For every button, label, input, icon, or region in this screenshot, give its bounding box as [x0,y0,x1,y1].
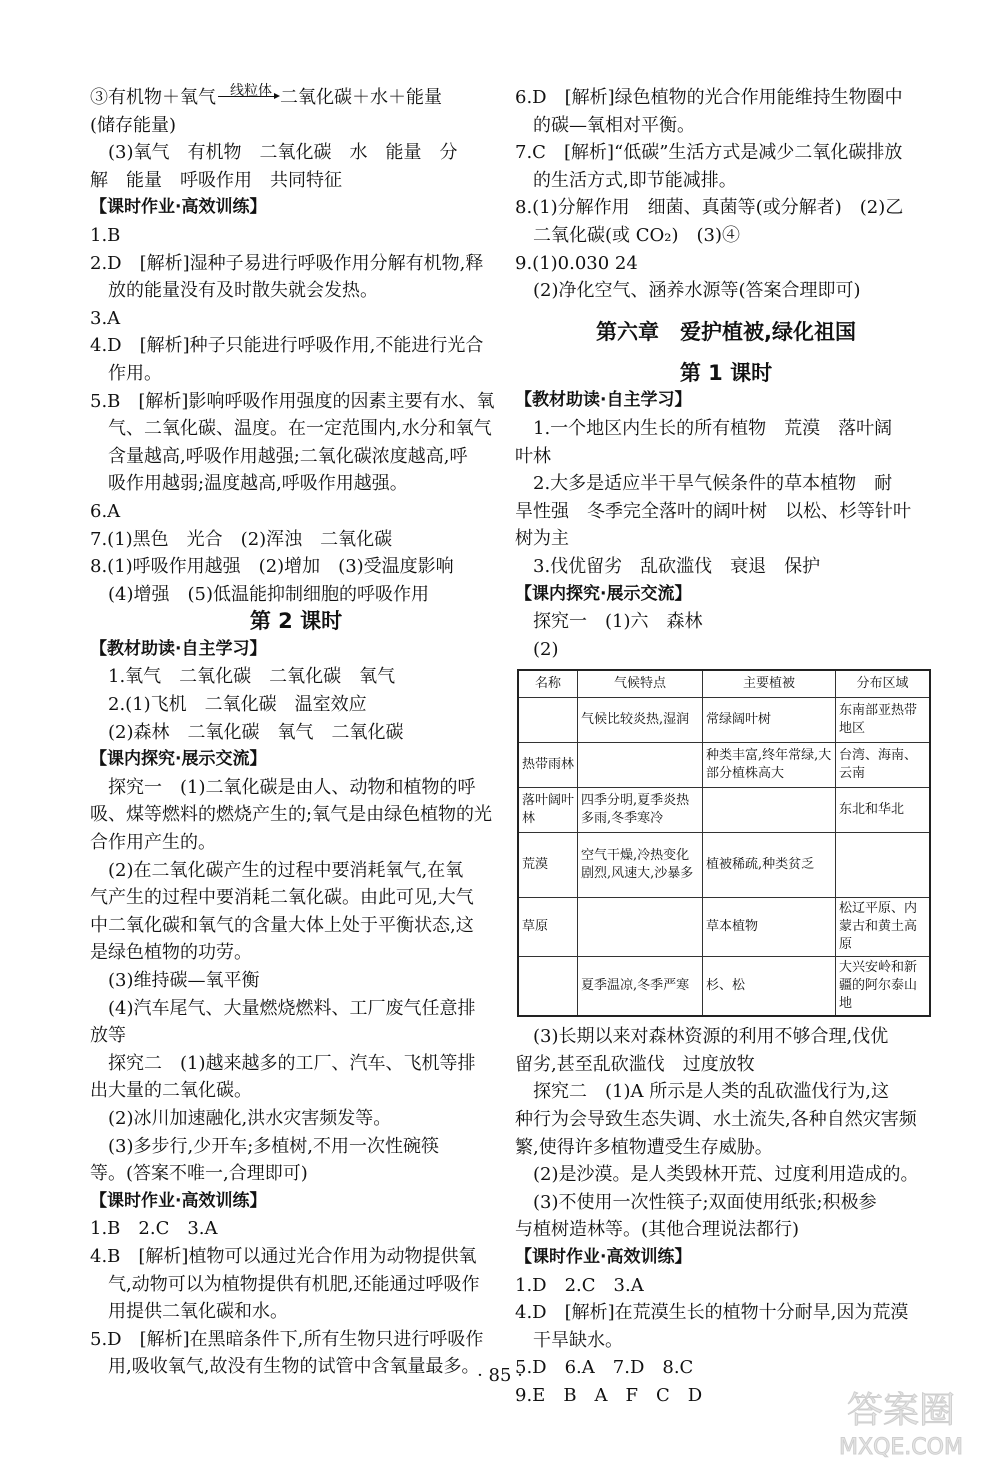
table-cell [836,833,931,898]
text-line: 解 能量 呼吸作用 共同特征 [90,169,342,191]
section-heading: 【教材助读·自主学习】 [515,390,692,411]
table-row [518,788,930,833]
text-line: (3)氧气 有机物 二氧化碳 水 能量 分 [90,142,458,164]
text-line: 叶林 [515,445,551,467]
text-line: 旱性强 冬季完全落叶的阔叶树 以松、杉等针叶 [515,500,911,522]
answer-line: 7.(1)黑色 光合 (2)浑浊 二氧化碳 [90,528,393,550]
answer-line: 4.D [解析]种子只能进行呼吸作用,不能进行光合 [90,335,484,357]
equation-right: 二氧化碳＋水＋能量 [280,87,442,108]
table-row [518,698,930,743]
table-cell: 草本植物 [703,898,836,957]
watermark-top: 答案圈 [846,1390,956,1431]
answer-line: 6.A [90,500,121,522]
table-cell: 落叶阔叶林 [518,788,578,833]
table-cell: 台湾、海南、云南 [836,743,931,788]
section-heading: 【课时作业·高效训练】 [90,197,267,218]
table-row [518,833,930,898]
text-line: 等。(答案不唯一,合理即可) [90,1163,308,1185]
text-line: (2)森林 二氧化碳 氧气 二氧化碳 [90,721,404,743]
section-heading: 【课时作业·高效训练】 [90,1190,267,1211]
answer-line: 吸作用越弱;温度越高,呼吸作用越强。 [90,473,408,495]
answer-line: 5.D [解析]在黑暗条件下,所有生物只进行呼吸作 [90,1328,484,1350]
answer-line: 1.B [90,224,121,246]
table-cell [518,957,578,1017]
text-line: (3)不使用一次性筷子;双面使用纸张;积极参 [515,1191,877,1213]
text-line: 与植树造林等。(其他合理说法都行) [515,1219,800,1241]
table-cell: 气候比较炎热,湿润 [578,698,703,743]
text-line: (2)是沙漠。是人类毁林开荒、过度利用造成的。 [515,1164,919,1186]
section-heading: 【课时作业·高效训练】 [515,1247,692,1268]
text-line: 树为主 [515,528,569,550]
table-header: 名称 [518,670,578,698]
text-line: 种行为会导致生态失调、水土流失,各种自然灾害频 [515,1109,917,1131]
text-line: 3.伐优留劣 乱砍滥伐 衰退 保护 [515,555,821,577]
table-cell [578,898,703,957]
answer-line: 二氧化碳(或 CO₂) (3)④ [515,224,741,246]
text-line: 1.一个地区内生长的所有植物 荒漠 落叶阔 [515,417,893,439]
left-column [90,84,502,1381]
table-cell: 东南部亚热带地区 [836,698,931,743]
table-cell: 杉、松 [703,957,836,1017]
text-line: 气产生的过程中要消耗二氧化碳。由此可见,大气 [90,887,474,909]
answer-line: 9.E B A F C D [515,1385,703,1406]
table-row [518,898,930,957]
table-cell: 热带雨林 [518,743,578,788]
answer-line: 5.B [解析]影响呼吸作用强度的因素主要有水、氧 [90,390,495,412]
answer-line: 用提供二氧化碳和水。 [90,1301,288,1323]
answer-line: (2)净化空气、涵养水源等(答案合理即可) [515,280,861,302]
table-header: 分布区域 [836,670,931,698]
answer-line: 6.D [解析]绿色植物的光合作用能维持生物圈中 [515,87,903,108]
text-line: 中二氧化碳和氧气的含量大体上处于平衡状态,这 [90,914,474,936]
text-line: (3)多步行,少开车;多植树,不用一次性碗筷 [90,1135,440,1157]
section-heading: 【课内探究·展示交流】 [90,749,267,770]
answer-line: 3.A [90,307,121,329]
table-header: 气候特点 [578,670,703,698]
answer-line: 的生活方式,即节能减排。 [515,169,737,191]
answer-line: 2.D [解析]湿种子易进行呼吸作用分解有机物,释 [90,252,484,274]
answer-line: 7.C [解析]“低碳”生活方式是减少二氧化碳排放 [515,142,903,164]
table-cell [518,698,578,743]
answer-line: 4.D [解析]在荒漠生长的植物十分耐旱,因为荒漠 [515,1302,909,1324]
table-cell [703,788,836,833]
text-line: (3)维持碳—氧平衡 [90,970,260,991]
table-row [518,743,930,788]
text-line: 探究二 (1)越来越多的工厂、汽车、飞机等排 [90,1052,476,1074]
answer-line: 作用。 [90,362,162,384]
lesson-title: 第 2 课时 [249,609,343,634]
right-column [515,84,937,1410]
answer-line: (4)增强 (5)低温能抑制细胞的呼吸作用 [90,583,429,605]
answer-line: 1.B 2.C 3.A [90,1218,218,1240]
table-cell: 种类丰富,终年常绿,大部分植株高大 [703,743,836,788]
page-number: · 85 · [477,1365,523,1386]
text-line: 是绿色植物的功劳。 [90,942,252,964]
text-line: (4)汽车尾气、大量燃烧燃料、工厂废气任意排 [90,997,476,1019]
chapter-title: 第六章 爱护植被,绿化祖国 [596,319,856,344]
text-line: 合作用产生的。 [90,832,216,854]
text-line: 2.(1)飞机 二氧化碳 温室效应 [90,694,367,716]
text-line: (2)冰川加速融化,洪水灾害频发等。 [90,1107,392,1129]
equation-left: ③有机物＋氧气 [90,87,216,108]
text-line: 探究一 (1)二氧化碳是由人、动物和植物的呼 [90,776,476,798]
answer-line: 1.D 2.C 3.A [515,1274,644,1296]
section-heading: 【课内探究·展示交流】 [515,583,692,604]
answer-line: 4.B [解析]植物可以通过光合作用为动物提供氧 [90,1245,477,1267]
text-line: (储存能量) [90,114,177,136]
answer-line: 气、二氧化碳、温度。在一定范围内,水分和氧气 [90,418,492,440]
text-line: 繁,使得许多植物遭受生存威胁。 [515,1136,773,1158]
equation-condition: 线粒体 [230,83,272,99]
text-line: (2)在二氧化碳产生的过程中要消耗氧气,在氧 [90,859,464,881]
text-line: (3)长期以来对森林资源的利用不够合理,伐优 [515,1026,889,1048]
text-line: 吸、煤等燃料的燃烧产生的;氧气是由绿色植物的光 [90,804,493,826]
table-cell: 常绿阔叶树 [703,698,836,743]
table-cell: 夏季温凉,冬季严寒 [578,957,703,1017]
table-cell: 四季分明,夏季炎热多雨,冬季寒冷 [578,788,703,833]
table-cell: 草原 [518,898,578,957]
table-cell: 大兴安岭和新疆的阿尔泰山地 [836,957,931,1017]
answer-line: 含量越高,呼吸作用越强;二氧化碳浓度越高,呼 [90,445,468,467]
answer-line: 9.(1)0.030 24 [515,252,638,274]
answer-line: 8.(1)呼吸作用越强 (2)增加 (3)受温度影响 [90,556,454,578]
answer-line: 8.(1)分解作用 细菌、真菌等(或分解者) (2)乙 [515,197,904,219]
table-cell: 植被稀疏,种类贫乏 [703,833,836,898]
text-line: 2.大多是适应半干旱气候条件的草本植物 耐 [515,473,893,495]
text-line: 探究一 (1)六 森林 [515,611,703,633]
text-line: 留劣,甚至乱砍滥伐 过度放牧 [515,1053,755,1075]
answer-line: 的碳—氧相对平衡。 [515,114,695,136]
text-line: 1.氧气 二氧化碳 二氧化碳 氧气 [90,666,396,688]
text-line: (2) [515,638,559,660]
answer-line: 用,吸收氧气,故没有生物的试管中含氧量最多。 [90,1356,480,1378]
table-row [518,957,930,1017]
lesson-title: 第 1 课时 [679,360,773,385]
vegetation-table [517,669,931,1017]
answer-line: 干旱缺水。 [515,1329,623,1351]
table-cell: 东北和华北 [836,788,931,833]
text-line: 放等 [90,1025,126,1047]
table-cell: 空气干燥,冷热变化剧烈,风速大,沙暴多 [578,833,703,898]
section-heading: 【教材助读·自主学习】 [90,638,267,659]
table-cell: 松辽平原、内蒙古和黄土高原 [836,898,931,957]
watermark-logo [816,1380,986,1462]
table-cell [578,743,703,788]
answer-line: 5.D 6.A 7.D 8.C [515,1357,694,1379]
equation [90,84,502,112]
table-header-row [518,670,930,698]
answer-line: 放的能量没有及时散失就会发热。 [90,280,378,302]
table-cell: 荒漠 [518,833,578,898]
answer-line: 气,动物可以为植物提供有机肥,还能通过呼吸作 [90,1273,480,1295]
text-line: 探究二 (1)A 所示是人类的乱砍滥伐行为,这 [515,1081,889,1103]
text-line: 出大量的二氧化碳。 [90,1080,252,1102]
table-header: 主要植被 [703,670,836,698]
watermark-bottom: MXQE.COM [839,1435,963,1460]
